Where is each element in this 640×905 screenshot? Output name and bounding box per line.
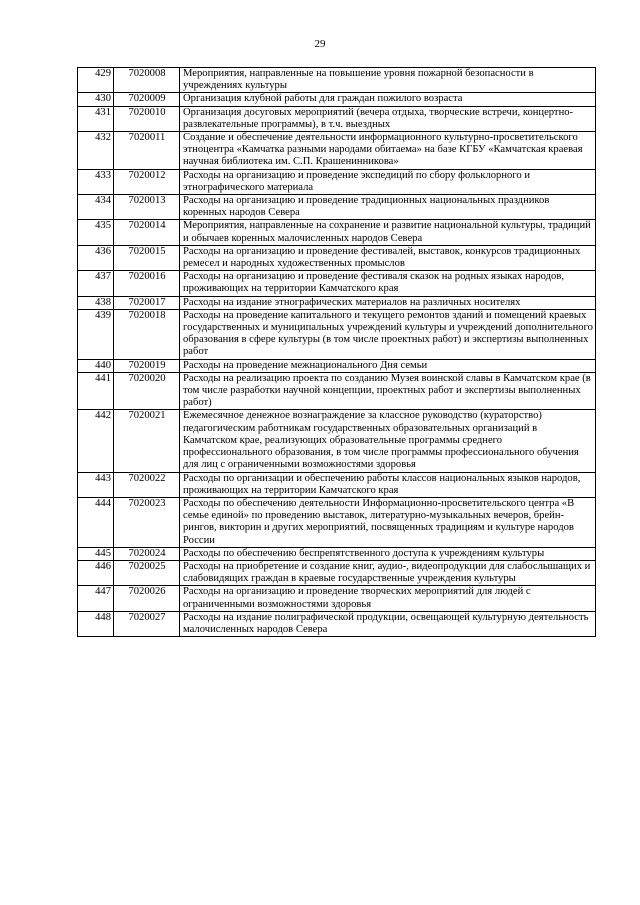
table-row [78, 372, 596, 410]
row-number: 433 [78, 169, 114, 194]
table-row [78, 245, 596, 270]
row-code: 7020020 [114, 372, 180, 410]
row-code: 7020016 [114, 271, 180, 296]
row-number: 446 [78, 560, 114, 585]
row-number: 441 [78, 372, 114, 410]
row-number: 444 [78, 497, 114, 547]
row-code: 7020014 [114, 220, 180, 245]
row-number: 447 [78, 586, 114, 611]
row-description: Расходы на организацию и проведение творческих мероприятий для людей с ограниченными возможностями здоровья [180, 586, 596, 611]
row-description: Ежемесячное денежное вознаграждение за классное руководство (кураторство) педагогическим работникам государственных образовательных организаций в Камчатском крае, реализующих образовательные программы среднего профессионального образования, в том числе программы профессионального обучения для лиц с ограниченными возможностями здоровья [180, 410, 596, 472]
row-description: Мероприятия, направленные на сохранение и развитие национальной культуры, традиций и обычаев коренных малочисленных народов Севера [180, 220, 596, 245]
row-number: 435 [78, 220, 114, 245]
row-code: 7020015 [114, 245, 180, 270]
row-number: 437 [78, 271, 114, 296]
table-row [78, 220, 596, 245]
row-description: Создание и обеспечение деятельности информационного культурно-просветительского этноцентра «Камчатка разными народами обитаема» на базе КГБУ «Камчатская краевая научная библиотека им. С.П. Крашенинникова» [180, 132, 596, 170]
row-code: 7020017 [114, 296, 180, 309]
row-description: Расходы на организацию и проведение экспедиций по сбору фольклорного и этнографического материала [180, 169, 596, 194]
row-description: Расходы на издание полиграфической продукции, освещающей культурную деятельность малочисленных народов Севера [180, 611, 596, 636]
table-row [78, 271, 596, 296]
table-row [78, 309, 596, 359]
row-number: 448 [78, 611, 114, 636]
table-row [78, 106, 596, 131]
row-code: 7020018 [114, 309, 180, 359]
row-code: 7020022 [114, 472, 180, 497]
row-number: 443 [78, 472, 114, 497]
row-description: Организация досуговых мероприятий (вечера отдыха, творческие встречи, концертно-развлекательные программы), в т.ч. выездных [180, 106, 596, 131]
table-row [78, 547, 596, 560]
row-number: 434 [78, 195, 114, 220]
table-row [78, 586, 596, 611]
page-number: 29 [314, 38, 326, 50]
row-description: Расходы на издание этнографических материалов на различных носителях [180, 296, 596, 309]
budget-codes-table [77, 67, 596, 637]
row-number: 445 [78, 547, 114, 560]
row-description: Расходы по обеспечению деятельности Информационно-просветительского центра «В семье единой» по проведению выставок, литературно-музыкальных вечеров, брейн-рингов, викторин и других мероприятий, посвященных традициям и культуре народов России [180, 497, 596, 547]
table-row [78, 359, 596, 372]
table-row [78, 611, 596, 636]
table-row [78, 169, 596, 194]
row-description: Расходы на проведение капитального и текущего ремонтов зданий и помещений краевых государственных и муниципальных учреждений культуры и учреждений дополнительного образования в сфере культуры (в том числе проектных работ) и экспертизы выполненных работ [180, 309, 596, 359]
table-row [78, 410, 596, 472]
row-code: 7020025 [114, 560, 180, 585]
row-number: 431 [78, 106, 114, 131]
row-description: Расходы на организацию и проведение фестивалей, выставок, конкурсов традиционных ремесел и народных художественных промыслов [180, 245, 596, 270]
table-row [78, 93, 596, 106]
row-number: 429 [78, 68, 114, 93]
row-description: Расходы по организации и обеспечению работы классов национальных языков народов, проживающих на территории Камчатского края [180, 472, 596, 497]
table-row [78, 296, 596, 309]
row-number: 432 [78, 132, 114, 170]
row-number: 436 [78, 245, 114, 270]
table-body [78, 68, 596, 637]
row-number: 439 [78, 309, 114, 359]
row-code: 7020019 [114, 359, 180, 372]
row-code: 7020008 [114, 68, 180, 93]
table-row [78, 472, 596, 497]
row-code: 7020010 [114, 106, 180, 131]
row-number: 438 [78, 296, 114, 309]
row-number: 442 [78, 410, 114, 472]
row-description: Мероприятия, направленные на повышение уровня пожарной безопасности в учреждениях культуры [180, 68, 596, 93]
row-code: 7020023 [114, 497, 180, 547]
row-description: Расходы по обеспечению беспрепятственного доступа к учреждениям культуры [180, 547, 596, 560]
row-code: 7020011 [114, 132, 180, 170]
table-row [78, 132, 596, 170]
row-code: 7020027 [114, 611, 180, 636]
row-description: Расходы на реализацию проекта по созданию Музея воинской славы в Камчатском крае (в том числе разработки научной концепции, проектных работ и экспертизы выполненных работ) [180, 372, 596, 410]
row-number: 430 [78, 93, 114, 106]
table-row [78, 497, 596, 547]
row-description: Организация клубной работы для граждан пожилого возраста [180, 93, 596, 106]
row-number: 440 [78, 359, 114, 372]
row-description: Расходы на проведение межнационального Дня семьи [180, 359, 596, 372]
table-row [78, 560, 596, 585]
row-code: 7020026 [114, 586, 180, 611]
table-row [78, 195, 596, 220]
row-code: 7020012 [114, 169, 180, 194]
row-code: 7020024 [114, 547, 180, 560]
table-row [78, 68, 596, 93]
row-description: Расходы на приобретение и создание книг, аудио-, видеопродукции для слабослышащих и слабовидящих граждан в краевые государственные учреждения культуры [180, 560, 596, 585]
row-code: 7020021 [114, 410, 180, 472]
row-code: 7020009 [114, 93, 180, 106]
row-code: 7020013 [114, 195, 180, 220]
row-description: Расходы на организацию и проведение фестиваля сказок на родных языках народов, проживающих на территории Камчатского края [180, 271, 596, 296]
row-description: Расходы на организацию и проведение традиционных национальных праздников коренных народов Севера [180, 195, 596, 220]
